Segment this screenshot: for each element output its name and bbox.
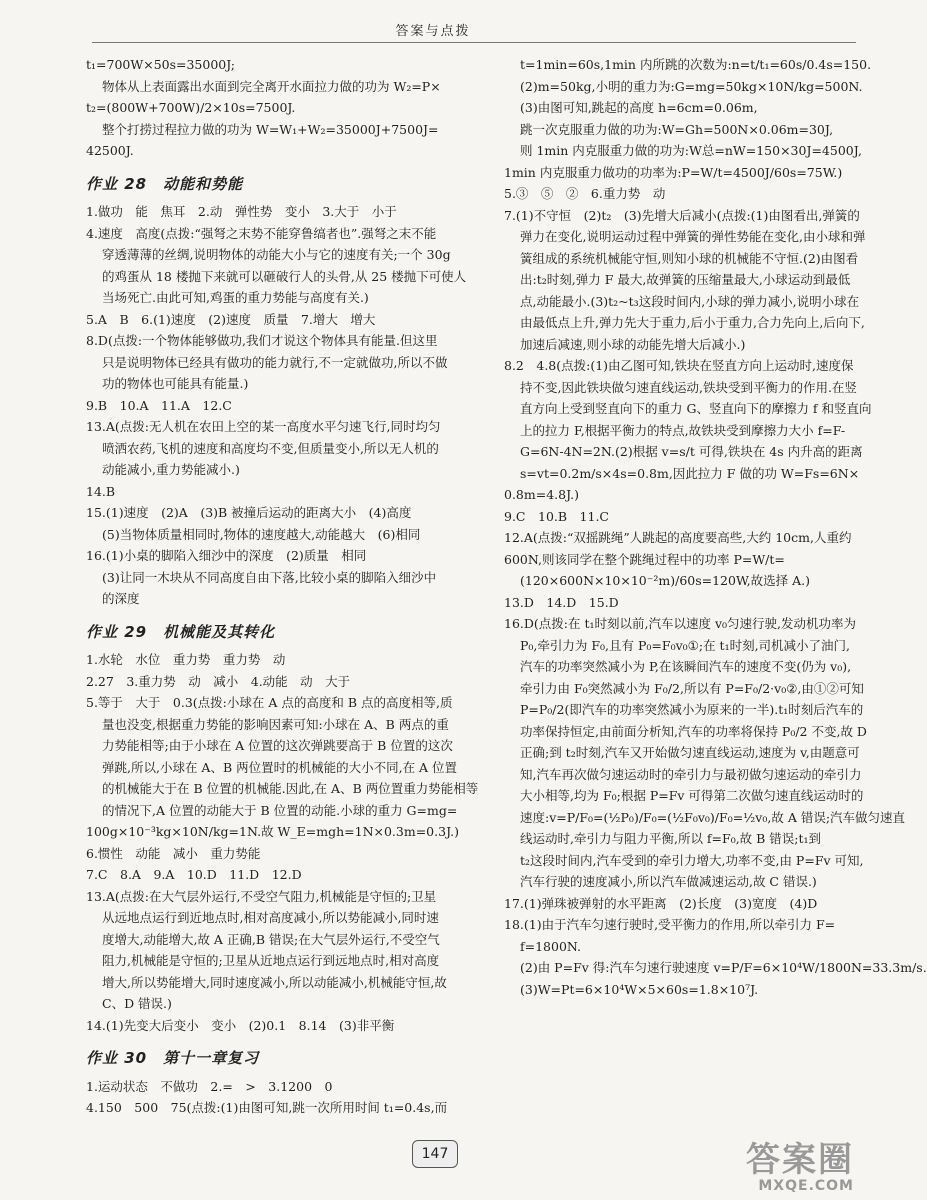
answer-line: 4.速度 高度(点拨:“强弩之末势不能穿鲁缟者也”.强弩之末不能 [86, 225, 437, 241]
answer-line: 线运动时,牵引力与阻力平衡,所以 f=F₀,故 B 错误;t₁到 [520, 831, 822, 846]
answer-line: 5.等于 大于 0.3(点拨:小球在 A 点的高度和 B 点的高度相等,质 [86, 695, 453, 710]
watermark-url: MXQE.COM [758, 1178, 854, 1194]
answer-line: 由最低点上升,弹力先大于重力,后小于重力,合力先向上,后向下, [520, 315, 865, 330]
section-title: 作业 28 动能和势能 [86, 174, 244, 193]
answer-line: 持不变,因此铁块做匀速直线运动,铁块受到平衡力的作用.在竖 [520, 379, 857, 395]
answer-line: 点,动能最小.(3)t₂~t₃这段时间内,小球的弹力减小,说明小球在 [520, 293, 860, 309]
watermark-logo [714, 1142, 854, 1194]
answer-line: 阻力,机械能是守恒的;卫星从近地点运行到远地点时,相对高度 [102, 953, 440, 968]
answer-line: 度增大,动能增大,故 A 正确,B 错误;在大气层外运行,不受空气 [102, 931, 440, 947]
answer-line: 力势能相等;由于小球在 A 位置的这次弹跳要高于 B 位置的这次 [102, 738, 453, 753]
intro-block [86, 54, 470, 162]
answer-line: s=vt=0.2m/s×4s=0.8m,因此拉力 F 做的功 W=Fs=6N× [520, 465, 860, 481]
answer-line: 量也没变,根据重力势能的影响因素可知:小球在 A、B 两点的重 [102, 716, 449, 732]
answer-line: 9.C 10.B 11.C [504, 508, 609, 524]
answer-line: 17.(1)弹珠被弹射的水平距离 (2)长度 (3)宽度 (4)D [504, 895, 818, 911]
answer-line: 5.A B 6.(1)速度 (2)速度 质量 7.增大 增大 [86, 311, 376, 327]
answer-line: (5)当物体质量相同时,物体的速度越大,动能越大 (6)相同 [102, 526, 421, 542]
answer-line: 14.(1)先变大后变小 变小 (2)0.1 8.14 (3)非平衡 [86, 1017, 395, 1033]
answer-line: (120×600N×10×10⁻²m)/60s=120W,故选择 A.) [520, 573, 810, 588]
answer-line: C、D 错误.) [102, 996, 172, 1011]
answer-line: 4.150 500 75(点拨:(1)由图可知,跳一次所用时间 t₁=0.4s,而 [86, 1100, 448, 1115]
answer-line: 6.惯性 动能 减小 重力势能 [86, 845, 261, 861]
answer-line: t₂=(800W+700W)/2×10s=7500J. [86, 100, 296, 115]
answer-line: (3)W=Pt=6×10⁴W×5×60s=1.8×10⁷J. [520, 981, 759, 997]
answer-line: 1.运动状态 不做功 2.= > 3.1200 0 [86, 1078, 333, 1094]
answer-line: 的情况下,A 位置的动能大于 B 位置的动能.小球的重力 G=mg= [102, 802, 458, 818]
answer-line: 上的拉力 F,根据平衡力的特点,故铁块受到摩擦力大小 f=F- [520, 422, 846, 438]
header-rule [92, 42, 856, 43]
answer-line: 出:t₂时刻,弹力 F 最大,故弹簧的压缩量最大,小球运动到最低 [520, 272, 851, 287]
answer-line: 1.水轮 水位 重力势 重力势 动 [86, 652, 286, 667]
answer-line: t₁=700W×50s=35000J; [86, 57, 235, 72]
answer-line: 物体从上表面露出水面到完全离开水面拉力做的功为 W₂=P× [102, 78, 441, 94]
answer-line: (2)m=50kg,小明的重力为:G=mg=50kg×10N/kg=500N. [520, 78, 863, 94]
answer-line: (3)由图可知,跳起的高度 h=6cm=0.06m, [520, 100, 758, 115]
answer-line: 13.A(点拨:在大气层外运行,不受空气阻力,机械能是守恒的;卫星 [86, 888, 437, 904]
answer-line: 动能减小,重力势能减小.) [102, 462, 240, 477]
answer-line: P₀,牵引力为 F₀,且有 P₀=F₀v₀①;在 t₁时刻,司机减小了油门, [520, 637, 851, 653]
answer-line: 的深度 [102, 591, 140, 606]
answer-line: 汽车行驶的速度减小,所以汽车做减速运动,故 C 错误.) [520, 874, 817, 889]
answer-line: 15.(1)速度 (2)A (3)B 被撞后运动的距离大小 (4)高度 [86, 505, 412, 520]
answer-line: 增大,所以势能增大,同时速度减小,所以动能减小,机械能守恒,故 [102, 974, 447, 990]
sections-block [86, 174, 479, 1119]
answer-line: 直方向上受到竖直向下的重力 G、竖直向下的摩擦力 f 和竖直向 [520, 401, 872, 416]
answer-line: 簧组成的系统机械能守恒,则知小球的机械能不守恒.(2)由图看 [520, 250, 859, 266]
answer-line: 只是说明物体已经具有做功的能力就行,不一定就做功,所以不做 [102, 354, 448, 370]
answer-line: t=1min=60s,1min 内所跳的次数为:n=t/t₁=60s/0.4s=150. [520, 57, 872, 72]
answer-line: P=P₀/2(即汽车的功率突然减小为原来的一半).t₁时刻后汽车的 [520, 702, 864, 717]
answer-line: 42500J. [86, 143, 134, 158]
answer-line: 正确;到 t₂时刻,汽车又开始做匀速直线运动,速度为 v,由题意可 [520, 745, 860, 760]
left-column [86, 54, 479, 1119]
answer-line: 弹跳,所以,小球在 A、B 两位置时的机械能的大小不同,在 A 位置 [102, 759, 458, 775]
answer-line: 牵引力由 F₀突然减小为 F₀/2,所以有 P=F₀/2·v₀②,由①②可知 [520, 680, 864, 696]
answer-line: 知,汽车再次做匀速运动时的牵引力与最初做匀速运动的牵引力 [520, 766, 862, 782]
answer-line: 的鸡蛋从 18 楼抛下来就可以砸破行人的头骨,从 25 楼抛下可使人 [102, 268, 467, 284]
answer-line: 从远地点运行到近地点时,相对高度减小,所以势能减小,同时速 [102, 910, 439, 925]
answer-line: 弹力在变化,说明运动过程中弹簧的弹性势能在变化,由小球和弹 [520, 229, 866, 244]
answer-line: 功的物体也可能具有能量.) [102, 376, 249, 391]
answer-line: 1min 内克服重力做功的功率为:P=W/t=4500J/60s=75W.) [504, 164, 843, 180]
answer-line: (3)让同一木块从不同高度自由下落,比较小桌的脚陷入细沙中 [102, 569, 437, 585]
answer-line: 600N,则该同学在整个跳绳过程中的功率 P=W/t= [504, 551, 785, 567]
answer-line: 穿透薄薄的丝绸,说明物体的动能大小与它的速度有关;一个 30g [102, 247, 451, 262]
answer-line: 8.2 4.8(点拨:(1)由乙图可知,铁块在竖直方向上运动时,速度保 [504, 358, 854, 373]
answer-line: 汽车的功率突然减小为 P,在该瞬间汽车的速度不变(仍为 v₀), [520, 659, 852, 674]
answer-line: 9.B 10.A 11.A 12.C [86, 397, 232, 413]
answer-line: 的机械能大于在 B 位置的机械能.因此,在 A、B 两位置重力势能相等 [102, 781, 479, 796]
page-number: 147 [412, 1140, 458, 1168]
answer-line: 0.8m=4.8J.) [504, 487, 579, 502]
answer-line: 速度:v=P/F₀=(½P₀)/F₀=(½F₀v₀)/F₀=½v₀,故 A 错误;汽车做匀速直 [520, 809, 906, 825]
watermark-text: 答案圈 [746, 1140, 854, 1180]
right-column [504, 54, 927, 1000]
answer-line: 大小相等,均为 F₀;根据 P=Fv 可得第二次做匀速直线运动时的 [520, 788, 864, 803]
section-title: 作业 29 机械能及其转化 [86, 622, 276, 641]
answer-line: t₂这段时间内,汽车受到的牵引力增大,功率不变,由 P=Fv 可知, [520, 852, 864, 868]
answer-line: 100g×10⁻³kg×10N/kg=1N.故 W_E=mgh=1N×0.3m=0.3J.) [86, 824, 459, 839]
answer-line: 2.27 3.重力势 动 减小 4.动能 动 大于 [86, 673, 351, 689]
answer-line: 7.C 8.A 9.A 10.D 11.D 12.D [86, 867, 302, 882]
answer-line: 12.A(点拨:“双摇跳绳”人跳起的高度要高些,大约 10cm,人重约 [504, 530, 852, 545]
answer-line: 功率保持恒定,由前面分析知,汽车的功率将保持 P₀/2 不变,故 D [520, 723, 867, 739]
answer-line: 18.(1)由于汽车匀速行驶时,受平衡力的作用,所以牵引力 F= [504, 917, 836, 932]
answer-line: f=1800N. [520, 938, 582, 954]
answer-line: 喷洒农药,飞机的速度和高度均不变,但质量变小,所以无人机的 [102, 440, 439, 456]
answer-line: 则 1min 内克服重力做的功为:W总=nW=150×30J=4500J, [520, 143, 862, 158]
answer-line: 14.B [86, 483, 116, 499]
answer-line: 16.D(点拨:在 t₁时刻以前,汽车以速度 v₀匀速行驶,发动机功率为 [504, 616, 856, 631]
answer-line: 加速后减速,则小球的动能先增大后减小.) [520, 336, 746, 352]
answer-line: 16.(1)小桌的脚陷入细沙中的深度 (2)质量 相同 [86, 548, 367, 563]
section-title: 作业 30 第十一章复习 [86, 1049, 260, 1067]
header-title: 答案与点拨 [395, 24, 471, 39]
answer-line: 5.③ ⑤ ② 6.重力势 动 [504, 186, 666, 201]
page-header [0, 0, 866, 46]
answer-line: G=6N-4N=2N.(2)根据 v=s/t 可得,铁块在 4s 内升高的距离 [520, 444, 863, 459]
answer-line: 整个打捞过程拉力做的功为 W=W₁+W₂=35000J+7500J= [102, 121, 439, 137]
answer-line: 13.D 14.D 15.D [504, 594, 619, 610]
answer-line: (2)由 P=Fv 得:汽车匀速行驶速度 v=P/F=6×10⁴W/1800N=33.3m/s. [520, 960, 927, 975]
answer-line: 当场死亡.由此可知,鸡蛋的重力势能与高度有关.) [102, 290, 369, 305]
answer-line: 1.做功 能 焦耳 2.动 弹性势 变小 3.大于 小于 [86, 204, 397, 219]
answer-line: 7.(1)不守恒 (2)t₂ (3)先增大后减小(点拨:(1)由图看出,弹簧的 [504, 207, 860, 223]
answer-line: 13.A(点拨:无人机在农田上空的某一高度水平匀速飞行,同时均匀 [86, 419, 441, 434]
answer-line: 8.D(点拨:一个物体能够做功,我们才说这个物体具有能量.但这里 [86, 333, 438, 348]
answer-line: 跳一次克服重力做的功为:W=Gh=500N×0.06m=30J, [520, 121, 834, 137]
